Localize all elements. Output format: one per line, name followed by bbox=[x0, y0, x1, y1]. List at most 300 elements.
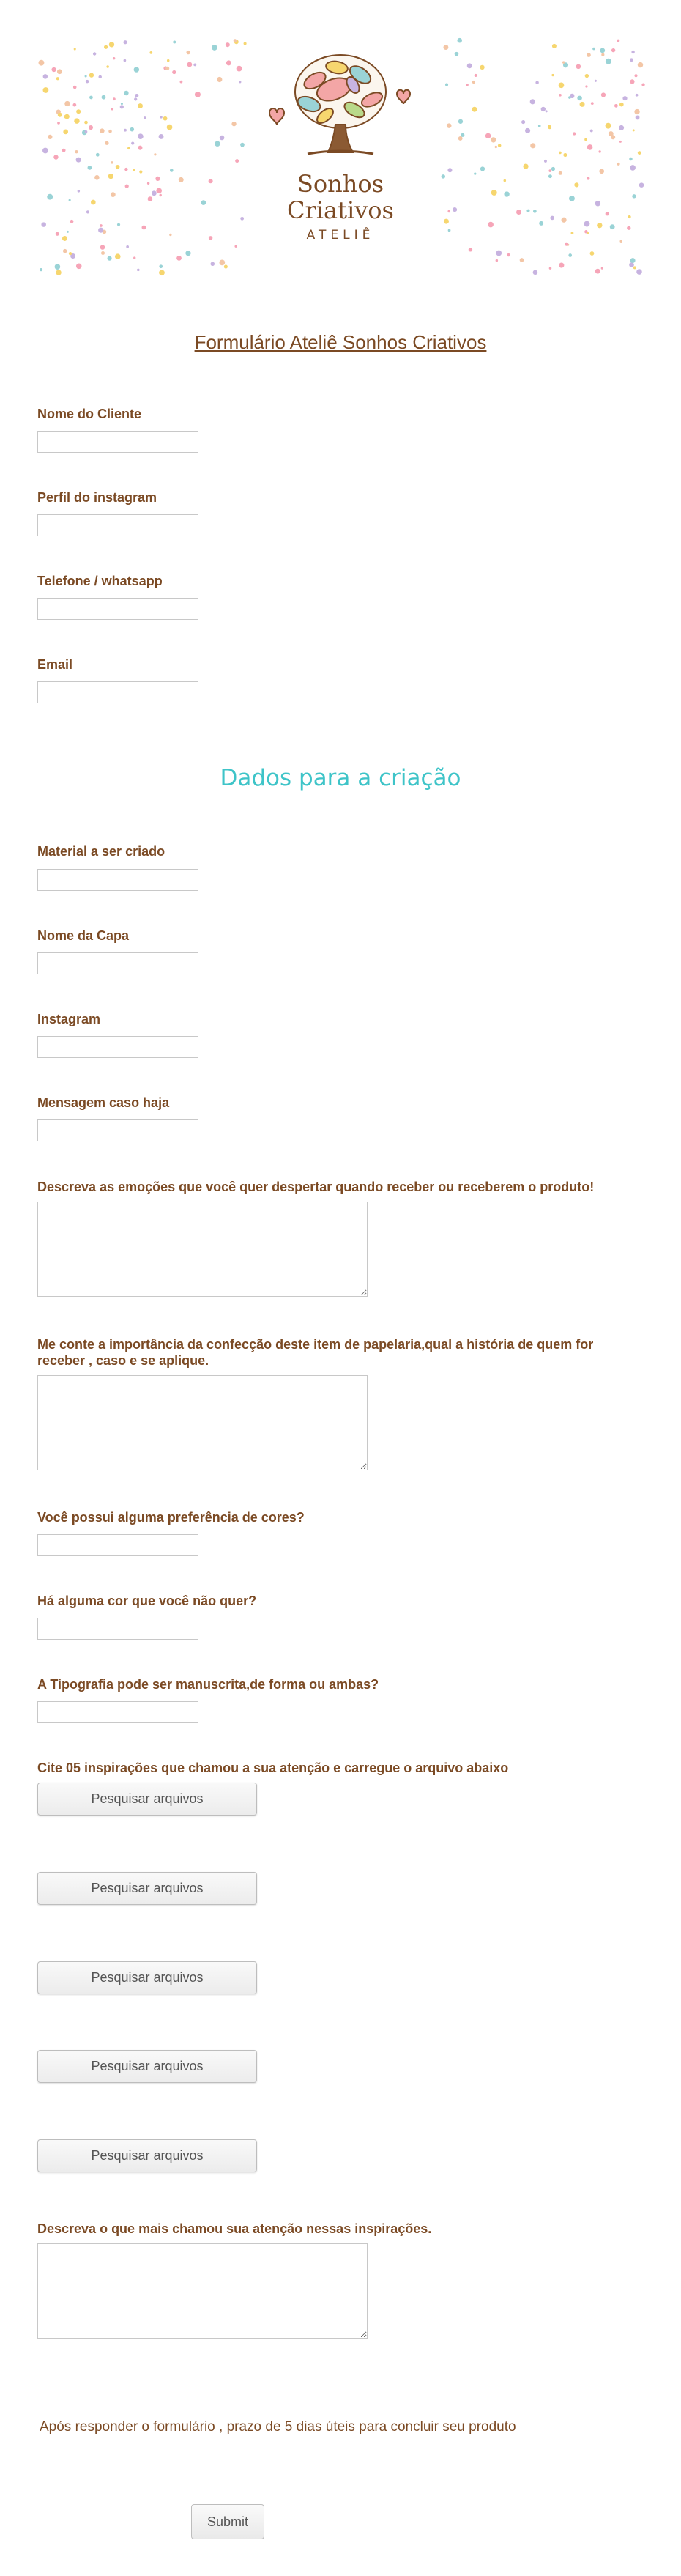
file-upload-button-4[interactable]: Pesquisar arquivos bbox=[37, 2050, 257, 2083]
confetti-dot bbox=[574, 182, 578, 187]
confetti-dot bbox=[592, 48, 595, 51]
confetti-dot bbox=[630, 258, 636, 263]
confetti-dot bbox=[73, 103, 77, 107]
label-inspiracoes: Cite 05 inspirações que chamou a sua atenção e carregue o arquivo abaixo bbox=[37, 1761, 509, 1775]
confetti-dot bbox=[447, 123, 452, 128]
confetti-dot bbox=[507, 253, 510, 256]
confetti-dot bbox=[100, 245, 105, 250]
section-title: Dados para a criação bbox=[220, 765, 461, 791]
confetti-dot bbox=[455, 52, 459, 56]
confetti-dot bbox=[598, 150, 600, 152]
nome-capa-input[interactable] bbox=[37, 952, 198, 974]
confetti-dot bbox=[636, 94, 639, 97]
confetti-dot bbox=[638, 62, 643, 67]
confetti-dot bbox=[638, 151, 641, 155]
confetti-dot bbox=[155, 177, 160, 181]
confetti-dot bbox=[237, 66, 242, 72]
confetti-dot bbox=[220, 136, 225, 141]
confetti-dot bbox=[240, 217, 244, 221]
confetti-dot bbox=[629, 158, 632, 160]
confetti-dot bbox=[195, 92, 201, 97]
confetti-dot bbox=[111, 108, 114, 111]
confetti-dot bbox=[601, 92, 606, 97]
confetti-dot bbox=[117, 223, 120, 226]
confetti-dot bbox=[124, 59, 127, 62]
confetti-dot bbox=[133, 169, 135, 171]
confetti-dot bbox=[64, 114, 70, 119]
confetti-dot bbox=[63, 130, 68, 135]
confetti-dot bbox=[142, 226, 146, 230]
confetti-dot bbox=[587, 144, 593, 150]
confetti-dot bbox=[160, 116, 162, 118]
confetti-dot bbox=[215, 141, 220, 146]
confetti-dot bbox=[634, 74, 637, 77]
confetti-dot bbox=[590, 251, 595, 256]
confetti-dot bbox=[48, 135, 52, 139]
confetti-dot bbox=[40, 268, 42, 271]
confetti-dot bbox=[176, 256, 182, 261]
confetti-dot bbox=[152, 190, 157, 196]
confetti-dot bbox=[135, 94, 138, 97]
submit-button[interactable]: Submit bbox=[191, 2504, 264, 2539]
confetti-dot bbox=[109, 42, 114, 47]
label-instagram: Instagram bbox=[37, 1012, 101, 1026]
nome-cliente-input[interactable] bbox=[37, 431, 198, 453]
confetti-dot bbox=[597, 223, 602, 228]
confetti-dot bbox=[85, 75, 87, 77]
confetti-dot bbox=[472, 81, 475, 84]
confetti-dot bbox=[139, 170, 142, 173]
confetti-dot bbox=[134, 67, 139, 72]
label-material: Material a ser criado bbox=[37, 844, 165, 859]
confetti-dot bbox=[108, 174, 114, 179]
confetti-dot bbox=[159, 194, 161, 196]
confetti-dot bbox=[234, 39, 237, 42]
confetti-dot bbox=[550, 216, 554, 221]
label-pref-cores: Você possui alguma preferência de cores? bbox=[37, 1510, 305, 1525]
confetti-dot bbox=[617, 40, 619, 42]
confetti-dot bbox=[559, 152, 562, 155]
confetti-dot bbox=[627, 226, 630, 230]
label-importancia: Me conte a importância da confecção deste item de papelaria,qual a história de quem for receber , caso e se aplique. bbox=[37, 1337, 594, 1368]
logo-line3: ATELIÊ bbox=[306, 228, 375, 243]
confetti-dot bbox=[156, 188, 162, 194]
header-banner bbox=[0, 0, 681, 293]
confetti-dot bbox=[629, 262, 634, 267]
confetti-dot bbox=[212, 45, 217, 51]
confetti-dot bbox=[51, 67, 56, 72]
label-perfil-instagram: Perfil do instagram bbox=[37, 490, 157, 505]
confetti-dot bbox=[580, 102, 585, 107]
confetti-dot bbox=[113, 97, 116, 100]
confetti-dot bbox=[606, 212, 609, 215]
confetti-dot bbox=[526, 210, 529, 212]
label-nome-capa: Nome da Capa bbox=[37, 928, 130, 943]
confetti-dot bbox=[551, 167, 555, 171]
confetti-dot bbox=[504, 179, 507, 182]
confetti-dot bbox=[622, 96, 627, 100]
confetti-dot bbox=[573, 132, 576, 135]
confetti-dot bbox=[546, 110, 548, 112]
confetti-dot bbox=[138, 103, 143, 108]
confetti-dot bbox=[491, 137, 496, 142]
confetti-decoration-right bbox=[439, 37, 652, 278]
confetti-dot bbox=[73, 86, 77, 89]
confetti-dot bbox=[606, 123, 611, 129]
confetti-dot bbox=[226, 60, 231, 65]
confetti-dot bbox=[76, 158, 81, 163]
confetti-dot bbox=[520, 258, 524, 262]
confetti-dot bbox=[457, 38, 462, 43]
confetti-dot bbox=[523, 164, 528, 169]
confetti-dot bbox=[104, 45, 108, 49]
confetti-dot bbox=[69, 252, 72, 255]
confetti-dot bbox=[606, 59, 611, 64]
confetti-dot bbox=[165, 67, 169, 70]
confetti-dot bbox=[154, 153, 156, 155]
confetti-dot bbox=[186, 51, 190, 54]
confetti-dot bbox=[480, 166, 485, 171]
confetti-dot bbox=[549, 267, 552, 270]
confetti-dot bbox=[569, 196, 575, 201]
confetti-dot bbox=[209, 179, 213, 183]
confetti-dot bbox=[84, 121, 88, 125]
confetti-dot bbox=[619, 125, 624, 130]
confetti-dot bbox=[86, 80, 89, 83]
material-input[interactable] bbox=[37, 869, 198, 891]
confetti-dot bbox=[448, 229, 451, 232]
label-emocoes: Descreva as emoções que você quer despertar quando receber ou receberem o produto! bbox=[37, 1180, 595, 1194]
confetti-dot bbox=[108, 130, 112, 133]
confetti-dot bbox=[93, 52, 96, 55]
confetti-dot bbox=[630, 79, 634, 84]
confetti-dot bbox=[167, 59, 170, 62]
confetti-dot bbox=[636, 269, 642, 275]
emocoes-textarea[interactable] bbox=[37, 1202, 368, 1297]
confetti-dot bbox=[137, 269, 140, 272]
confetti-dot bbox=[56, 77, 59, 80]
confetti-dot bbox=[62, 149, 66, 152]
confetti-dot bbox=[113, 57, 115, 59]
confetti-dot bbox=[442, 174, 445, 178]
confetti-dot bbox=[193, 64, 196, 67]
confetti-dot bbox=[587, 53, 591, 57]
confetti-dot bbox=[614, 104, 618, 108]
confetti-decoration-left bbox=[37, 37, 249, 278]
confetti-dot bbox=[159, 270, 165, 275]
logo-line1: Sonhos bbox=[297, 170, 384, 198]
confetti-dot bbox=[565, 243, 568, 246]
confetti-dot bbox=[124, 91, 128, 95]
confetti-dot bbox=[107, 256, 111, 261]
confetti-dot bbox=[458, 119, 463, 124]
confetti-dot bbox=[123, 40, 127, 44]
confetti-dot bbox=[538, 125, 541, 127]
confetti-dot bbox=[631, 51, 634, 53]
confetti-dot bbox=[42, 148, 48, 154]
confetti-dot bbox=[57, 122, 60, 125]
importancia-textarea[interactable] bbox=[37, 1375, 368, 1470]
confetti-dot bbox=[571, 232, 574, 234]
confetti-dot bbox=[576, 64, 581, 70]
confetti-dot bbox=[548, 174, 552, 178]
confetti-dot bbox=[127, 147, 130, 150]
confetti-dot bbox=[43, 74, 48, 78]
confetti-dot bbox=[144, 116, 146, 119]
confetti-dot bbox=[590, 129, 593, 132]
confetti-dot bbox=[521, 120, 525, 124]
confetti-dot bbox=[447, 168, 452, 172]
confetti-dot bbox=[169, 234, 171, 236]
confetti-dot bbox=[101, 251, 105, 255]
file-upload-button-1[interactable]: Pesquisar arquivos bbox=[37, 1783, 257, 1816]
confetti-dot bbox=[131, 141, 134, 144]
confetti-dot bbox=[634, 109, 639, 114]
confetti-dot bbox=[47, 194, 53, 200]
confetti-dot bbox=[62, 236, 67, 241]
confetti-dot bbox=[240, 143, 245, 147]
confetti-dot bbox=[539, 221, 543, 226]
confetti-dot bbox=[100, 128, 104, 133]
confetti-dot bbox=[100, 224, 103, 227]
confetti-dot bbox=[591, 102, 594, 105]
confetti-dot bbox=[185, 251, 190, 256]
confetti-dot bbox=[149, 51, 152, 54]
confetti-dot bbox=[541, 107, 546, 111]
confetti-dot bbox=[43, 87, 49, 93]
confetti-dot bbox=[74, 118, 79, 123]
file-upload-button-2[interactable]: Pesquisar arquivos bbox=[37, 1872, 257, 1905]
confetti-dot bbox=[641, 83, 644, 86]
confetti-dot bbox=[120, 105, 124, 108]
confetti-dot bbox=[548, 126, 551, 129]
confetti-dot bbox=[130, 127, 134, 132]
confetti-dot bbox=[533, 210, 537, 213]
confetti-dot bbox=[466, 84, 469, 86]
confetti-dot bbox=[111, 192, 116, 197]
confetti-dot bbox=[568, 253, 572, 257]
confetti-dot bbox=[159, 134, 164, 139]
label-nome-cliente: Nome do Cliente bbox=[37, 407, 142, 421]
confetti-dot bbox=[587, 177, 589, 179]
label-tipografia: A Tipografia pode ser manuscrita,de forma ou ambas? bbox=[37, 1677, 379, 1692]
confetti-dot bbox=[147, 182, 149, 185]
confetti-dot bbox=[217, 77, 222, 82]
perfil-instagram-input[interactable] bbox=[37, 514, 198, 536]
confetti-dot bbox=[209, 236, 212, 240]
confetti-dot bbox=[38, 60, 44, 66]
tipografia-input[interactable] bbox=[37, 1701, 198, 1723]
confetti-dot bbox=[89, 96, 93, 100]
confetti-dot bbox=[552, 44, 557, 48]
confetti-dot bbox=[172, 70, 176, 74]
confetti-dot bbox=[485, 133, 491, 138]
confetti-dot bbox=[64, 101, 70, 106]
confetti-dot bbox=[525, 128, 530, 133]
confetti-dot bbox=[126, 245, 129, 248]
confetti-dot bbox=[187, 62, 192, 67]
email-input[interactable] bbox=[37, 681, 198, 703]
confetti-dot bbox=[98, 228, 103, 233]
confetti-dot bbox=[472, 107, 477, 112]
confetti-dot bbox=[548, 169, 551, 172]
confetti-dot bbox=[609, 131, 614, 136]
confetti-dot bbox=[445, 83, 448, 86]
confetti-dot bbox=[96, 153, 100, 157]
confetti-dot bbox=[630, 165, 636, 171]
confetti-dot bbox=[577, 96, 582, 101]
confetti-dot bbox=[568, 96, 571, 99]
confetti-dot bbox=[244, 42, 247, 45]
confetti-dot bbox=[599, 169, 604, 174]
confetti-dot bbox=[600, 48, 605, 53]
confetti-dot bbox=[619, 103, 624, 107]
confetti-dot bbox=[601, 53, 604, 56]
descreva-inspiracoes-textarea[interactable] bbox=[37, 2243, 368, 2339]
confetti-dot bbox=[55, 264, 61, 270]
confetti-dot bbox=[201, 200, 206, 205]
confetti-dot bbox=[180, 81, 183, 84]
confetti-dot bbox=[469, 248, 472, 251]
file-upload-button-3[interactable]: Pesquisar arquivos bbox=[37, 1961, 257, 1994]
confetti-dot bbox=[88, 166, 92, 170]
confetti-dot bbox=[102, 95, 106, 100]
confetti-dot bbox=[224, 264, 228, 268]
mensagem-input[interactable] bbox=[37, 1119, 198, 1141]
confetti-dot bbox=[562, 61, 565, 63]
confetti-dot bbox=[559, 94, 562, 97]
confetti-dot bbox=[89, 125, 93, 130]
confetti-dot bbox=[41, 222, 46, 227]
confetti-dot bbox=[94, 175, 100, 180]
confetti-dot bbox=[234, 245, 237, 248]
confetti-dot bbox=[533, 270, 537, 275]
confetti-dot bbox=[148, 196, 153, 201]
confetti-dot bbox=[559, 82, 565, 88]
confetti-dot bbox=[619, 141, 622, 143]
confetti-dot bbox=[467, 63, 472, 68]
confetti-dot bbox=[75, 150, 78, 153]
confetti-dot bbox=[595, 201, 600, 206]
confetti-dot bbox=[226, 42, 230, 47]
confetti-dot bbox=[498, 144, 502, 147]
confetti-dot bbox=[167, 125, 173, 130]
confetti-dot bbox=[91, 200, 96, 205]
confetti-dot bbox=[453, 207, 457, 212]
confetti-dot bbox=[138, 146, 142, 150]
confetti-dot bbox=[124, 168, 127, 171]
confetti-dot bbox=[633, 129, 635, 131]
confetti-dot bbox=[239, 81, 241, 83]
confetti-dot bbox=[159, 264, 163, 268]
confetti-dot bbox=[491, 190, 497, 196]
file-upload-button-5[interactable]: Pesquisar arquivos bbox=[37, 2139, 257, 2172]
instagram-input[interactable] bbox=[37, 1036, 198, 1058]
confetti-dot bbox=[639, 182, 644, 188]
confetti-dot bbox=[98, 75, 101, 78]
cor-nao-input[interactable] bbox=[37, 1618, 198, 1640]
confetti-dot bbox=[211, 262, 215, 266]
confetti-dot bbox=[76, 264, 82, 270]
confetti-dot bbox=[133, 256, 135, 259]
confetti-dot bbox=[56, 270, 61, 275]
confetti-dot bbox=[595, 269, 600, 274]
confetti-dot bbox=[106, 65, 109, 68]
confetti-dot bbox=[179, 177, 184, 182]
confetti-dot bbox=[461, 133, 464, 137]
label-mensagem: Mensagem caso haja bbox=[37, 1095, 170, 1110]
telefone-input[interactable] bbox=[37, 598, 198, 620]
confetti-dot bbox=[619, 240, 622, 243]
confetti-dot bbox=[86, 210, 89, 213]
pref-cores-input[interactable] bbox=[37, 1534, 198, 1556]
confetti-dot bbox=[611, 48, 615, 52]
confetti-dot bbox=[610, 224, 615, 229]
form-title: Formulário Ateliê Sonhos Criativos bbox=[194, 331, 487, 353]
confetti-dot bbox=[116, 165, 120, 169]
confetti-dot bbox=[495, 146, 497, 148]
confetti-dot bbox=[474, 172, 476, 174]
confetti-dot bbox=[633, 266, 636, 269]
confetti-dot bbox=[78, 190, 80, 192]
sonhos-criativos-logo bbox=[264, 51, 417, 264]
confetti-dot bbox=[630, 58, 633, 62]
confetti-dot bbox=[121, 103, 123, 105]
confetti-dot bbox=[444, 219, 449, 224]
logo-line2: Criativos bbox=[287, 196, 394, 224]
confetti-dot bbox=[585, 85, 587, 87]
confetti-dot bbox=[58, 113, 62, 117]
confetti-dot bbox=[173, 41, 176, 44]
deadline-note: Após responder o formulário , prazo de 5 dias úteis para concluir seu produto bbox=[40, 2419, 516, 2435]
confetti-dot bbox=[163, 116, 168, 121]
confetti-dot bbox=[69, 199, 71, 201]
confetti-dot bbox=[231, 122, 236, 126]
confetti-dot bbox=[125, 185, 129, 188]
confetti-dot bbox=[530, 143, 535, 148]
confetti-dot bbox=[559, 263, 564, 268]
confetti-dot bbox=[496, 251, 502, 256]
confetti-dot bbox=[585, 74, 589, 78]
confetti-dot bbox=[67, 231, 69, 233]
confetti-dot bbox=[235, 159, 239, 163]
confetti-dot bbox=[617, 163, 620, 166]
confetti-dot bbox=[584, 138, 587, 141]
confetti-dot bbox=[559, 171, 562, 175]
confetti-dot bbox=[636, 116, 640, 120]
confetti-dot bbox=[443, 45, 448, 50]
confetti-dot bbox=[535, 81, 538, 84]
confetti-dot bbox=[56, 232, 59, 236]
confetti-dot bbox=[595, 80, 597, 82]
confetti-dot bbox=[85, 130, 88, 133]
confetti-dot bbox=[632, 194, 636, 198]
confetti-dot bbox=[562, 218, 567, 223]
confetti-dot bbox=[219, 259, 225, 265]
label-telefone: Telefone / whatsapp bbox=[37, 574, 163, 588]
confetti-dot bbox=[488, 222, 494, 228]
confetti-dot bbox=[74, 48, 76, 50]
confetti-dot bbox=[516, 210, 521, 215]
confetti-dot bbox=[134, 97, 137, 100]
confetti-dot bbox=[124, 129, 127, 132]
confetti-dot bbox=[115, 253, 121, 259]
confetti-dot bbox=[170, 169, 174, 172]
confetti-dot bbox=[601, 267, 603, 270]
confetti-dot bbox=[458, 136, 463, 141]
confetti-dot bbox=[530, 99, 535, 104]
confetti-dot bbox=[563, 153, 567, 157]
